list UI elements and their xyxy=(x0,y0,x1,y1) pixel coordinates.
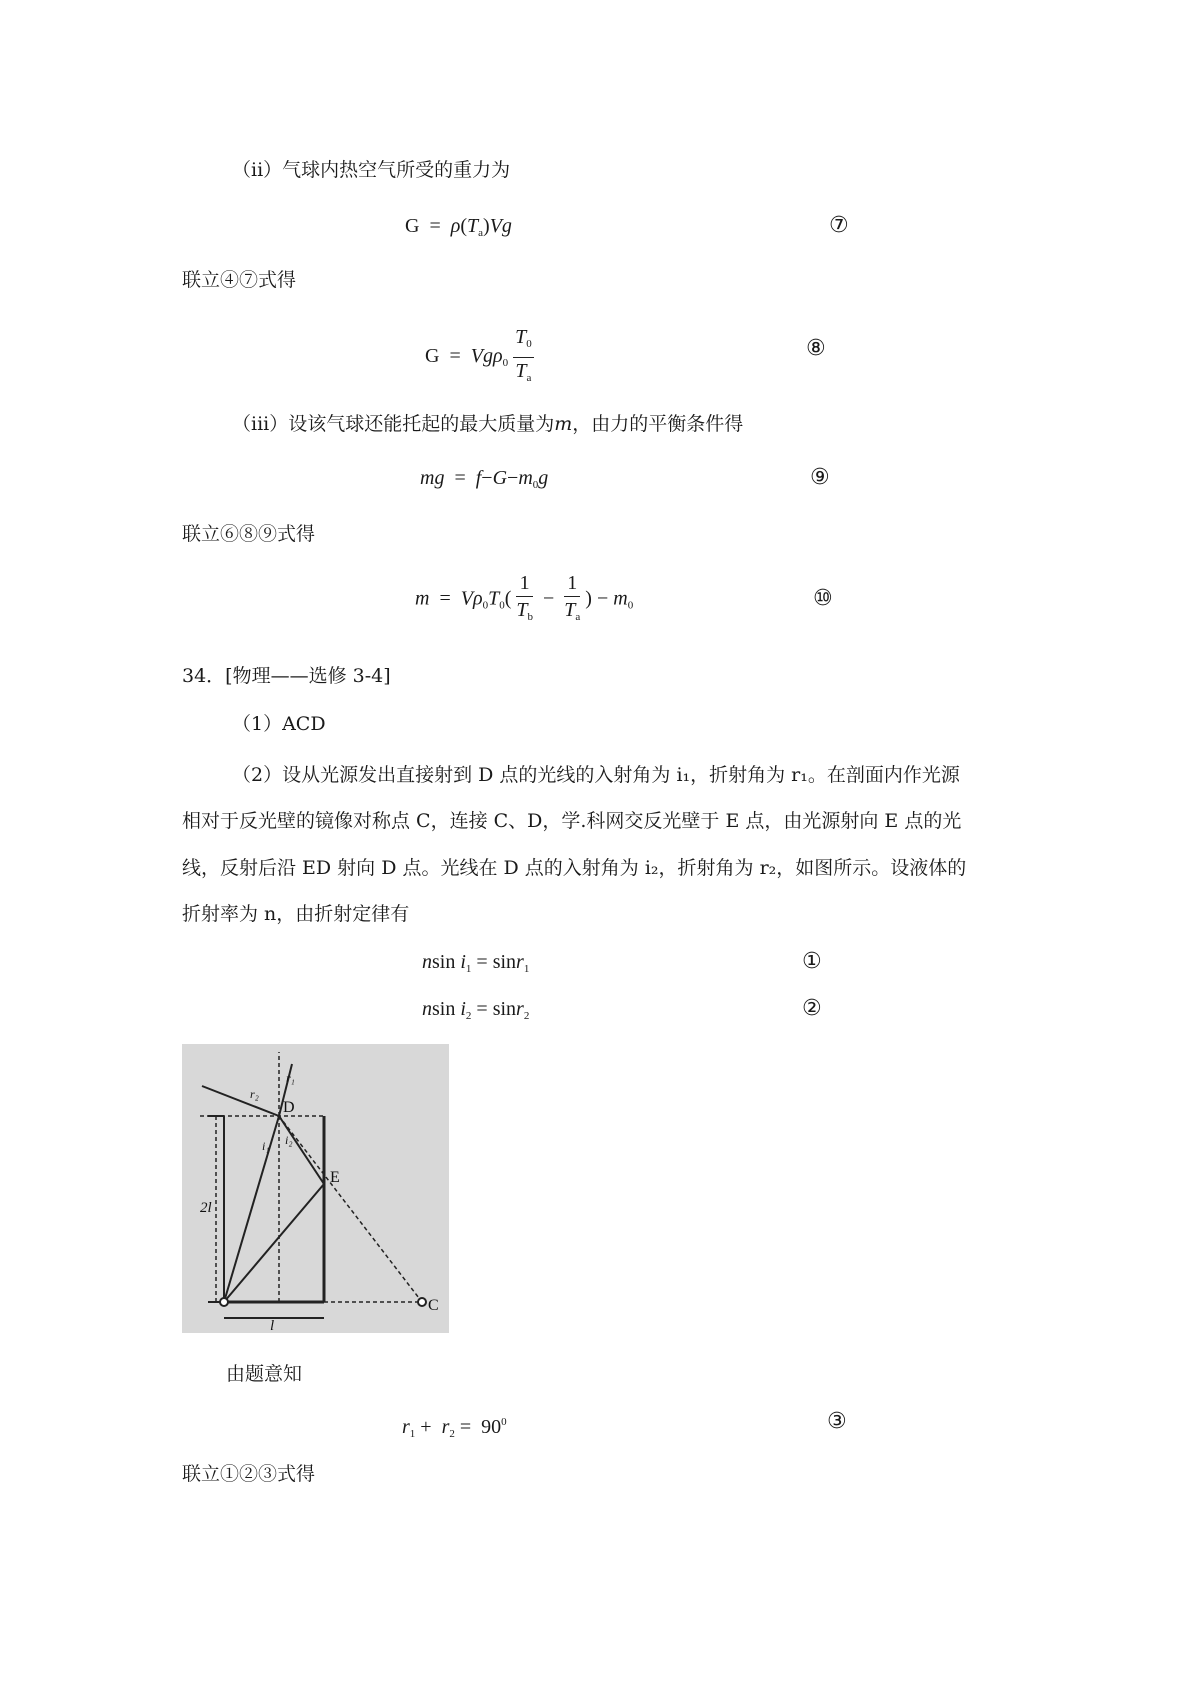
equation-2-tag: ② xyxy=(802,996,822,1021)
equation-1: nsin $i_1 = \sin r_1$ xyxy=(422,951,530,975)
label-r1: r₁ xyxy=(286,1071,295,1085)
fraction-1-Ta: $\frac{1}{T_a}$ xyxy=(564,572,581,623)
equation-2: nsin $i_2 = \sin r_2$ xyxy=(422,998,530,1022)
equation-8: G = Vgρ$_0$ $\frac{T_0}{T_a}$ xyxy=(425,324,534,391)
line-d-to-c xyxy=(279,1116,422,1302)
q34-part2-line2: 相对于反光壁的镜像对称点 C，连接 C、D，学.科网交反光壁于 E 点，由光源射向 E 点的光 xyxy=(182,810,962,832)
equation-10: $m = V\rho_0T_0$( $\frac{1}{T_b}$ − $\frac{1}{T_a}$ ) − $m_0$ xyxy=(415,570,633,630)
refraction-diagram-svg xyxy=(182,1044,449,1333)
combine-689-text: 联立⑥⑧⑨式得 xyxy=(182,523,316,545)
equation-3-tag: ③ xyxy=(827,1409,847,1434)
label-i2: i₂ xyxy=(285,1133,293,1147)
equation-9-tag: ⑨ xyxy=(810,465,830,490)
q34-heading: 34．[物理——选修 3-4] xyxy=(182,665,391,687)
combine-123-text: 联立①②③式得 xyxy=(182,1463,316,1485)
equation-7-tag: ⑦ xyxy=(829,213,849,238)
ray-source-to-e xyxy=(224,1184,324,1302)
q34-part1: （1）ACD xyxy=(232,713,326,735)
equation-8-tag: ⑧ xyxy=(806,336,826,361)
equation-10-tag: ⑩ xyxy=(813,586,833,611)
equation-1-tag: ① xyxy=(802,949,822,974)
q34-part2-line4: 折射率为 n，由折射定律有 xyxy=(182,903,410,925)
part-ii-heading: （ii）气球内热空气所受的重力为 xyxy=(232,159,511,181)
label-l: l xyxy=(270,1318,275,1333)
label-e: E xyxy=(330,1169,340,1186)
from-problem-text: 由题意知 xyxy=(226,1363,303,1385)
equation-9: mg = $f-G-m_0g$ xyxy=(420,467,549,491)
label-d: D xyxy=(283,1099,295,1116)
point-c-icon xyxy=(418,1298,426,1306)
ray-source-to-d xyxy=(224,1116,279,1302)
equation-7: $G = \rho(T_a)Vg$ xyxy=(405,215,512,239)
refraction-diagram xyxy=(182,1044,449,1333)
refracted-ray-r2 xyxy=(202,1086,279,1116)
fraction-1-Tb: $\frac{1}{T_b}$ xyxy=(516,572,533,623)
label-i1: i₁ xyxy=(262,1139,270,1153)
q34-part2-line1: （2）设从光源发出直接射到 D 点的光线的入射角为 i₁，折射角为 r₁。在剖面内作光源 xyxy=(232,764,960,786)
fraction-T0-Ta: $\frac{T_0}{T_a}$ xyxy=(515,326,532,384)
label-r2: r₂ xyxy=(250,1087,259,1101)
part-iii-heading: （iii）设该气球还能托起的最大质量为m，由力的平衡条件得 xyxy=(232,413,744,435)
label-c: C xyxy=(428,1297,439,1314)
light-source-icon xyxy=(220,1298,228,1306)
combine-47-text: 联立④⑦式得 xyxy=(182,269,297,291)
ray-e-to-d xyxy=(279,1116,324,1184)
q34-part2-line3: 线，反射后沿 ED 射向 D 点。光线在 D 点的入射角为 i₂，折射角为 r₂，如图所示。设液体的 xyxy=(182,857,967,879)
label-2l: 2l xyxy=(200,1200,212,1216)
equation-3: $r_1 + r_2 = 90^0$ xyxy=(402,1416,507,1440)
